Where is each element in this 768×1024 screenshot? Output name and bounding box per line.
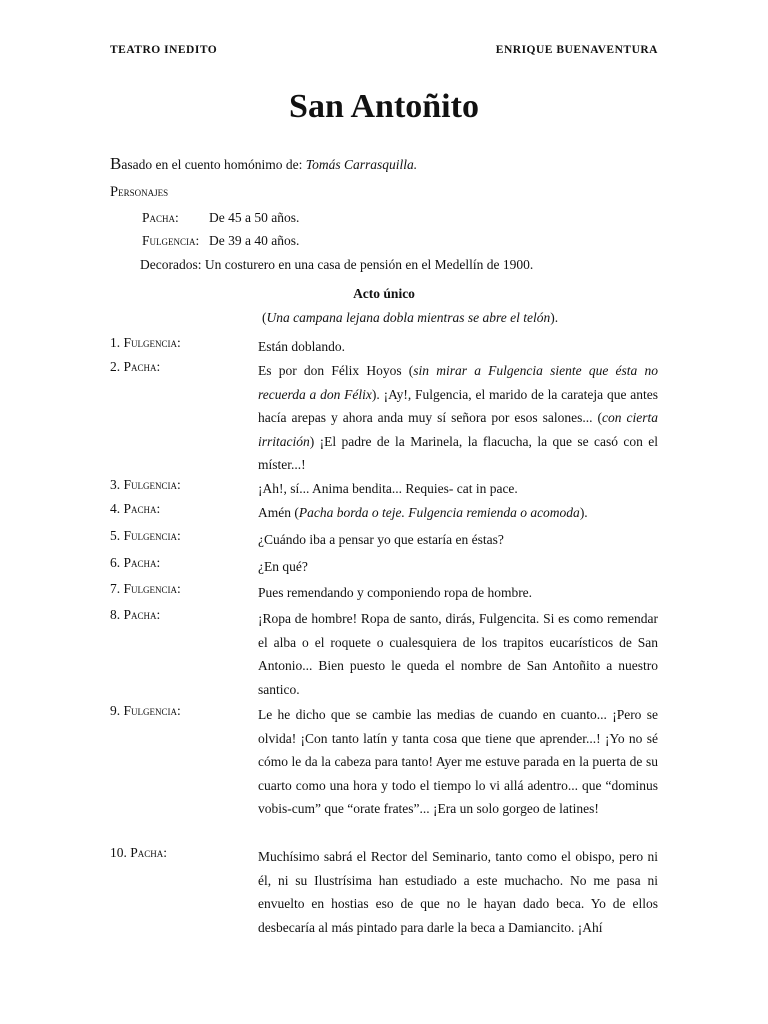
speaker: 3. Fulgencia:: [110, 477, 181, 492]
character-pacha: [142, 210, 300, 226]
opening-stage-direction: (Una campana lejana dobla mientras se abre el telón).: [262, 310, 559, 325]
decorados-desc: Un costurero en una casa de pensión en el Medellín de 1900.: [204, 257, 534, 272]
dialogue-text: Pues remendando y componiendo ropa de hombre.: [258, 585, 533, 600]
running-header-right: ENRIQUE BUENAVENTURA: [495, 44, 658, 56]
running-header-left: TEATRO INEDITO: [110, 44, 218, 56]
character-name: Pacha:: [142, 210, 179, 225]
dialogue-text: ¡Ah!, sí... Anima bendita... Requies- cat in pace.: [258, 481, 518, 496]
dialogue-text: Amén (Pacha borda o teje. Fulgencia remienda o acomoda).: [258, 505, 588, 520]
speaker: 9. Fulgencia:: [110, 703, 181, 718]
dialogue-text: ¿En qué?: [258, 559, 308, 574]
based-on-text: asado en el cuento homónimo de:: [121, 157, 306, 172]
play-title: San Antoñito: [289, 88, 479, 125]
speaker: 8. Pacha:: [110, 607, 161, 622]
speaker: 6. Pacha:: [110, 555, 161, 570]
speaker: 1. Fulgencia:: [110, 335, 181, 350]
character-fulgencia: [142, 233, 300, 249]
decorados-line: [140, 257, 533, 273]
character-desc: De 45 a 50 años.: [209, 210, 300, 225]
based-on-initial: B: [110, 154, 122, 173]
speaker: 10. Pacha:: [110, 845, 168, 860]
based-on-author: Tomás Carrasquilla.: [305, 157, 418, 172]
speaker: 7. Fulgencia:: [110, 581, 181, 596]
speaker: 4. Pacha:: [110, 501, 161, 516]
decorados-label: Decorados:: [140, 257, 202, 272]
character-desc: De 39 a 40 años.: [209, 233, 300, 248]
dialogue-text: Es por don Félix Hoyos (sin mirar a Fulgencia siente que ésta no recuerda a don Félix). ¡Ay!, Fulgencia, el marido de la carateja que antes hacía arepas y ahora anda muy sí señora por esos salones... (con cierta irritación) ¡El padre de la Marinela, la flacucha, la que se casó con el míster...!: [258, 363, 658, 472]
dialogue-text: Están doblando.: [258, 339, 345, 354]
dialogue-text: Le he dicho que se cambie las medias de cuando en cuanto... ¡Pero se olvida! ¡Con tanto latín y tanta cosa que tiene que aprender...! ¡Yo no sé cómo le da la cabeza para tanto! Ayer me estuve parada en la puerta de su cuarto como una hora y todo el tiempo lo vi allá adentro... que “dominus vobis-cum” que “orate frates”... ¡Era un solo gorgeo de latines!: [258, 707, 658, 816]
dialogue-text: Muchísimo sabrá el Rector del Seminario, tanto como el obispo, pero ni él, ni su Ilustrísima han estudiado a este muchacho. No me pasa ni envuelto en hostias eso de que no le hayan dado beca. Yo de ellos desbecaría al más pintado para darle la beca a Damiancito. ¡Ahí: [258, 849, 658, 935]
personajes-label: Personajes: [110, 184, 169, 200]
dialogue-text: ¿Cuándo iba a pensar yo que estaría en éstas?: [258, 532, 504, 547]
speaker: 5. Fulgencia:: [110, 528, 181, 543]
based-on-line: [110, 154, 417, 174]
act-title: Acto único: [353, 286, 415, 301]
character-name: Fulgencia:: [142, 233, 200, 248]
speaker: 2. Pacha:: [110, 359, 161, 374]
dialogue-text: ¡Ropa de hombre! Ropa de santo, dirás, Fulgencita. Si es como remendar el alba o el roquete o cualesquiera de los trapitos eucarísticos de San Antonio... Bien puesto le queda el nombre de San Antoñito a nuestro santico.: [258, 611, 658, 697]
